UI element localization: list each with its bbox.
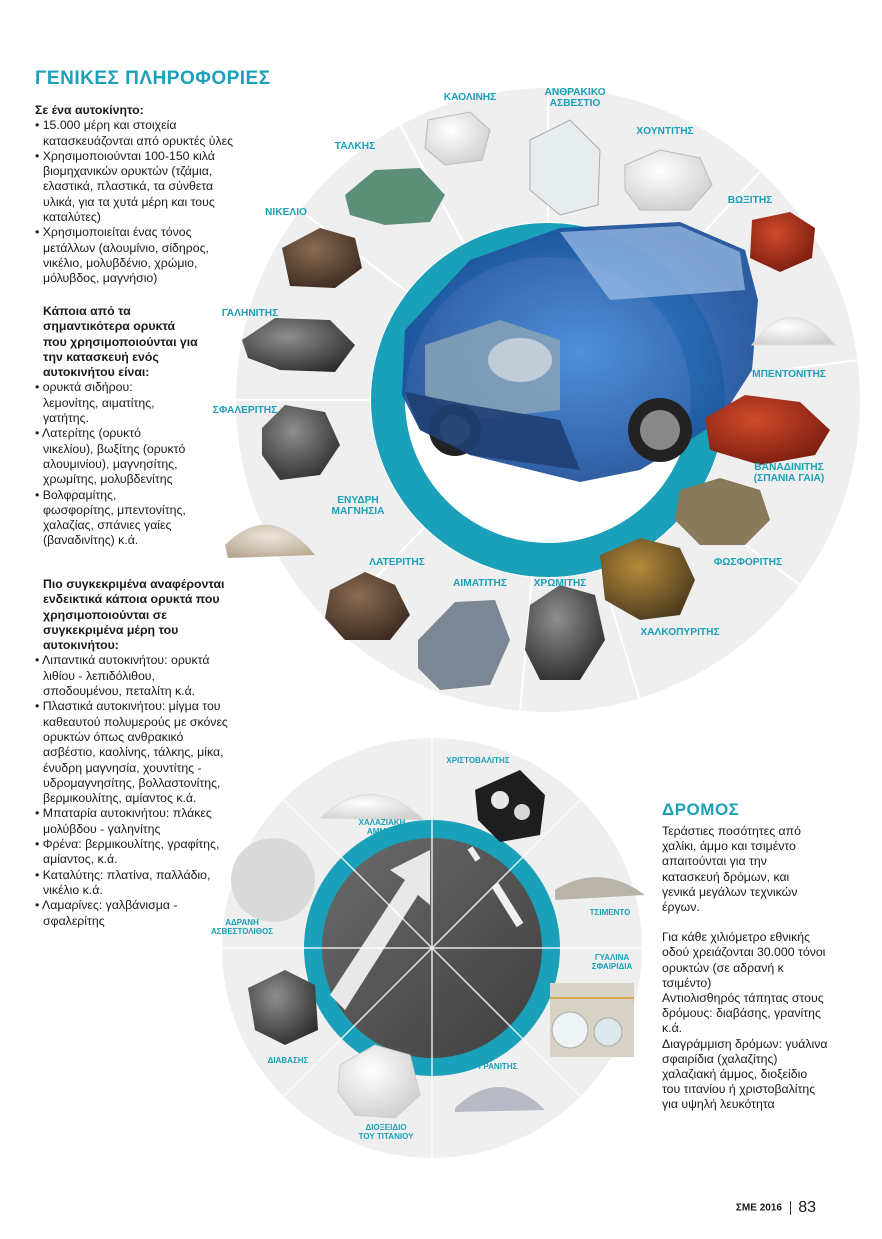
label-line: ΕΝΥΔΡΗ xyxy=(337,495,379,506)
text-line: κατασκευάζονται από ορυκτές ύλες xyxy=(43,133,234,148)
road-text-line: σφαιρίδια (χαλαζίτης) xyxy=(662,1051,778,1066)
text-line: νικελίου), βωξίτης (ορυκτό xyxy=(43,441,186,456)
text-line: καθεαυτού πολυμερούς με σκόνες xyxy=(43,714,228,729)
label-chalaziaki-ammos xyxy=(359,818,406,836)
road-text-line: χαλαζιακή άμμος, διοξείδιο xyxy=(662,1067,808,1082)
road-text-line: κ.ά. xyxy=(662,1021,683,1036)
label-galinitis: ΓΑΛΗΝΙΤΗΣ xyxy=(221,308,279,319)
label-chalkopyritis: ΧΑΛΚΟΠΥΡΙΤΗΣ xyxy=(640,627,720,638)
label-line: ΣΦΑΙΡΙΔΙΑ xyxy=(591,962,633,971)
general-info-block-2 xyxy=(35,304,250,549)
road-text-line: του τιτανίου ή χριστοβαλίτης xyxy=(662,1082,816,1097)
text-line: χρωμίτης, μολυβδενίτης xyxy=(43,472,173,487)
text-line: • Πλαστικά αυτοκινήτου: μίγμα του xyxy=(35,699,221,714)
text-line: ελαστικά, πλαστικά, τα σύνθετα xyxy=(43,179,214,194)
text-line: μόλυβδος, μαγνήσιο) xyxy=(43,271,158,286)
text-line: σφαλερίτης xyxy=(43,913,105,928)
label-line: (ΣΠΑΝΙΑ ΓΑΙΑ) xyxy=(753,473,825,484)
road-title: ΔΡΟΜΟΣ xyxy=(662,800,740,819)
label-line: ΑΔΡΑΝΗ xyxy=(225,918,259,927)
label-fosforitis: ΦΩΣΦΟΡΙΤΗΣ xyxy=(713,557,783,568)
text-line: ενδεικτικά κάποια ορυκτά που xyxy=(43,592,220,607)
text-line: υδρομαγνησίτης, βολλαστονίτης, xyxy=(43,775,221,790)
footer-divider xyxy=(790,1201,791,1215)
label-line: ΑΝΘΡΑΚΙΚΟ xyxy=(544,87,606,98)
page-footer xyxy=(736,1199,816,1217)
label-diavasis: ΔΙΑΒΑΣΗΣ xyxy=(267,1056,309,1065)
text-line: χρησιμοποιούνται σε xyxy=(43,607,168,622)
text-line: χαλαζίας, σπάνιες γαίες xyxy=(43,518,172,533)
road-text-line: τσιμέντο) xyxy=(662,975,712,990)
label-anthrakiko-asvestio xyxy=(544,87,605,109)
label-christovalitis: ΧΡΙΣΤΟΒΑΛΙΤΗΣ xyxy=(446,756,510,765)
text-line: μετάλλων (αλουμίνιο, σίδηρος, xyxy=(43,240,209,255)
road-text-line: ορυκτών (σε αδρανή κ xyxy=(662,960,784,975)
text-line: αλουμινίου), μαγνησίτης, xyxy=(43,456,178,471)
road-text-line: έργων. xyxy=(662,900,700,915)
road-text-line: Τεράστιες ποσότητες από xyxy=(662,824,801,838)
label-dioxeidio-titaniou xyxy=(359,1123,414,1141)
label-nikelio: ΝΙΚΕΛΙΟ xyxy=(265,207,307,218)
label-line: ΒΑΝΑΔΙΝΙΤΗΣ xyxy=(754,462,824,473)
label-line: ΜΑΓΝΗΣΙΑ xyxy=(331,506,385,517)
text-line: αυτοκινήτου: xyxy=(43,638,119,653)
general-info-block-3 xyxy=(35,577,250,929)
label-line: ΔΙΟΞΕΙΔΙΟ xyxy=(365,1123,407,1132)
text-line: • Λαμαρίνες: γαλβάνισμα - xyxy=(35,898,178,913)
text-line: (βαναδινίτης) κ.ά. xyxy=(43,533,139,548)
label-line: ΑΣΒΕΣΤΙΟ xyxy=(549,98,601,109)
label-line: ΧΑΛΑΖΙΑΚΗ xyxy=(358,818,406,827)
text-line: • 15.000 μέρη και στοιχεία xyxy=(35,118,177,133)
text-line: ασβέστιο, καολίνης, τάλκης, μίκα, xyxy=(43,745,224,760)
text-line: γατήτης. xyxy=(43,411,89,426)
text-line: • Φρένα: βερμικουλίτης, γραφίτης, xyxy=(35,837,220,852)
road-text xyxy=(662,824,852,1113)
text-line: • Χρησιμοποιούνται 100-150 κιλά xyxy=(35,148,215,163)
label-chromitis: ΧΡΩΜΙΤΗΣ xyxy=(533,578,587,589)
text-line: βερμικουλίτης, αμίαντος κ.ά. xyxy=(43,791,197,806)
road-text-line: οδού χρειάζονται 30.000 τόνοι xyxy=(662,945,826,960)
label-granitis: ΓΡΑΝΙΤΗΣ xyxy=(478,1062,518,1071)
label-line: ΑΜΜΟΣ xyxy=(366,827,398,836)
road-text-line: Για κάθε χιλιόμετρο εθνικής xyxy=(662,930,811,945)
general-info-block-1 xyxy=(35,103,250,287)
text-line: Κάποια από τα xyxy=(43,304,131,318)
road-text-line: χαλίκι, άμμο και τσιμέντο xyxy=(662,839,796,854)
road-text-line: δρόμους: διαβάσης, γρανίτης xyxy=(662,1006,821,1021)
text-line: αμίαντος, κ.ά. xyxy=(43,852,118,867)
text-line: • Βολφραμίτης, xyxy=(35,487,117,502)
road-text-line: γενικά μεγάλων τεχνικών xyxy=(662,884,798,899)
label-kaolinis: ΚΑΟΛΙΝΗΣ xyxy=(443,92,497,103)
label-lateritis: ΛΑΤΕΡΙΤΗΣ xyxy=(369,557,425,568)
label-voxitis: ΒΩΞΙΤΗΣ xyxy=(727,195,773,206)
text-line: • Λιπαντικά αυτοκινήτου: ορυκτά xyxy=(35,653,210,668)
page-number: 83 xyxy=(798,1199,816,1216)
text-line: ορυκτών όπως ανθρακικό xyxy=(43,729,184,744)
road-minerals-wheel xyxy=(222,738,645,1158)
text-line: συγκεκριμένα μέρη του xyxy=(43,622,179,637)
label-vanadinitis xyxy=(754,462,825,484)
road-text-line: για υψηλή λευκότητα xyxy=(662,1097,775,1112)
magazine-name: ΣΜΕ 2016 xyxy=(735,1202,782,1214)
label-enydri-magnisia xyxy=(332,495,385,517)
text-line: σημαντικότερα ορυκτά xyxy=(43,319,176,334)
text-line: νικέλιο κ.ά. xyxy=(43,882,103,897)
text-line: • ορυκτά σιδήρου: xyxy=(35,380,133,395)
text-line: Σε ένα αυτοκίνητο: xyxy=(35,103,144,117)
label-gyalina-sfairidia xyxy=(592,953,632,971)
general-info-title: ΓΕΝΙΚΕΣ ΠΛΗΡΟΦΟΡΙΕΣ xyxy=(35,68,271,89)
text-line: καταλύτες) xyxy=(43,210,101,225)
text-line: ένυδρη μαγνησία, χουντίτης - xyxy=(43,760,202,775)
text-line: την κατασκευή ενός xyxy=(43,349,159,364)
label-adrani-asvestolithos xyxy=(211,918,273,936)
label-aimatitis: ΑΙΜΑΤΙΤΗΣ xyxy=(453,578,507,589)
label-line: ΓΥΑΛΙΝΑ xyxy=(594,953,630,962)
label-bentonitis: ΜΠΕΝΤΟΝΙΤΗΣ xyxy=(752,369,826,380)
label-tsimento: ΤΣΙΜΕΝΤΟ xyxy=(589,908,631,917)
text-line: λιθίου - λεπιδόλιθου, xyxy=(43,668,155,683)
text-line: νικέλιο, μολυβδένιο, χρώμιο, xyxy=(43,255,198,270)
text-line: σποδουμένου, πεταλίτη κ.ά. xyxy=(43,684,196,699)
text-line: λεμονίτης, αιματίτης, xyxy=(43,395,155,410)
text-line: μολύβδου - γαληνίτης xyxy=(43,821,161,836)
road-text-line xyxy=(662,915,852,930)
label-line: ΑΣΒΕΣΤΟΛΙΘΟΣ xyxy=(210,927,274,936)
text-line: • Λατερίτης (ορυκτό xyxy=(35,426,141,441)
text-line: βιομηχανικών ορυκτών (τζάμια, xyxy=(43,164,213,179)
text-line: υλικά, για τα χυτά μέρη και τους xyxy=(43,194,215,209)
text-line: • Καταλύτης: πλατίνα, παλλάδιο, xyxy=(35,867,211,882)
text-line: • Χρησιμοποιείται ένας τόνος xyxy=(35,225,192,240)
road-text-line: Διαγράμμιση δρόμων: γυάλινα xyxy=(662,1036,828,1051)
text-line: Πιο συγκεκριμένα αναφέρονται xyxy=(43,577,225,591)
text-line: φωσφορίτης, μπεντονίτης, xyxy=(43,502,186,517)
text-line: • Μπαταρία αυτοκινήτου: πλάκες xyxy=(35,806,212,821)
label-line: ΤΟΥ ΤΙΤΑΝΙΟΥ xyxy=(358,1132,414,1141)
road-text-line: απαιτούνται για την xyxy=(662,854,767,869)
label-chountitis: ΧΟΥΝΤΙΤΗΣ xyxy=(636,126,694,137)
road-text-line: κατασκευή δρόμων, και xyxy=(662,869,790,884)
text-line: που χρησιμοποιούνται για xyxy=(43,334,198,349)
text-line: αυτοκινήτου είναι: xyxy=(43,365,150,380)
label-talkis: ΤΑΛΚΗΣ xyxy=(334,141,376,152)
label-sfaleritis: ΣΦΑΛΕΡΙΤΗΣ xyxy=(212,405,278,416)
road-text-line: Αντιολισθηρός τάπητας στους xyxy=(662,991,824,1006)
